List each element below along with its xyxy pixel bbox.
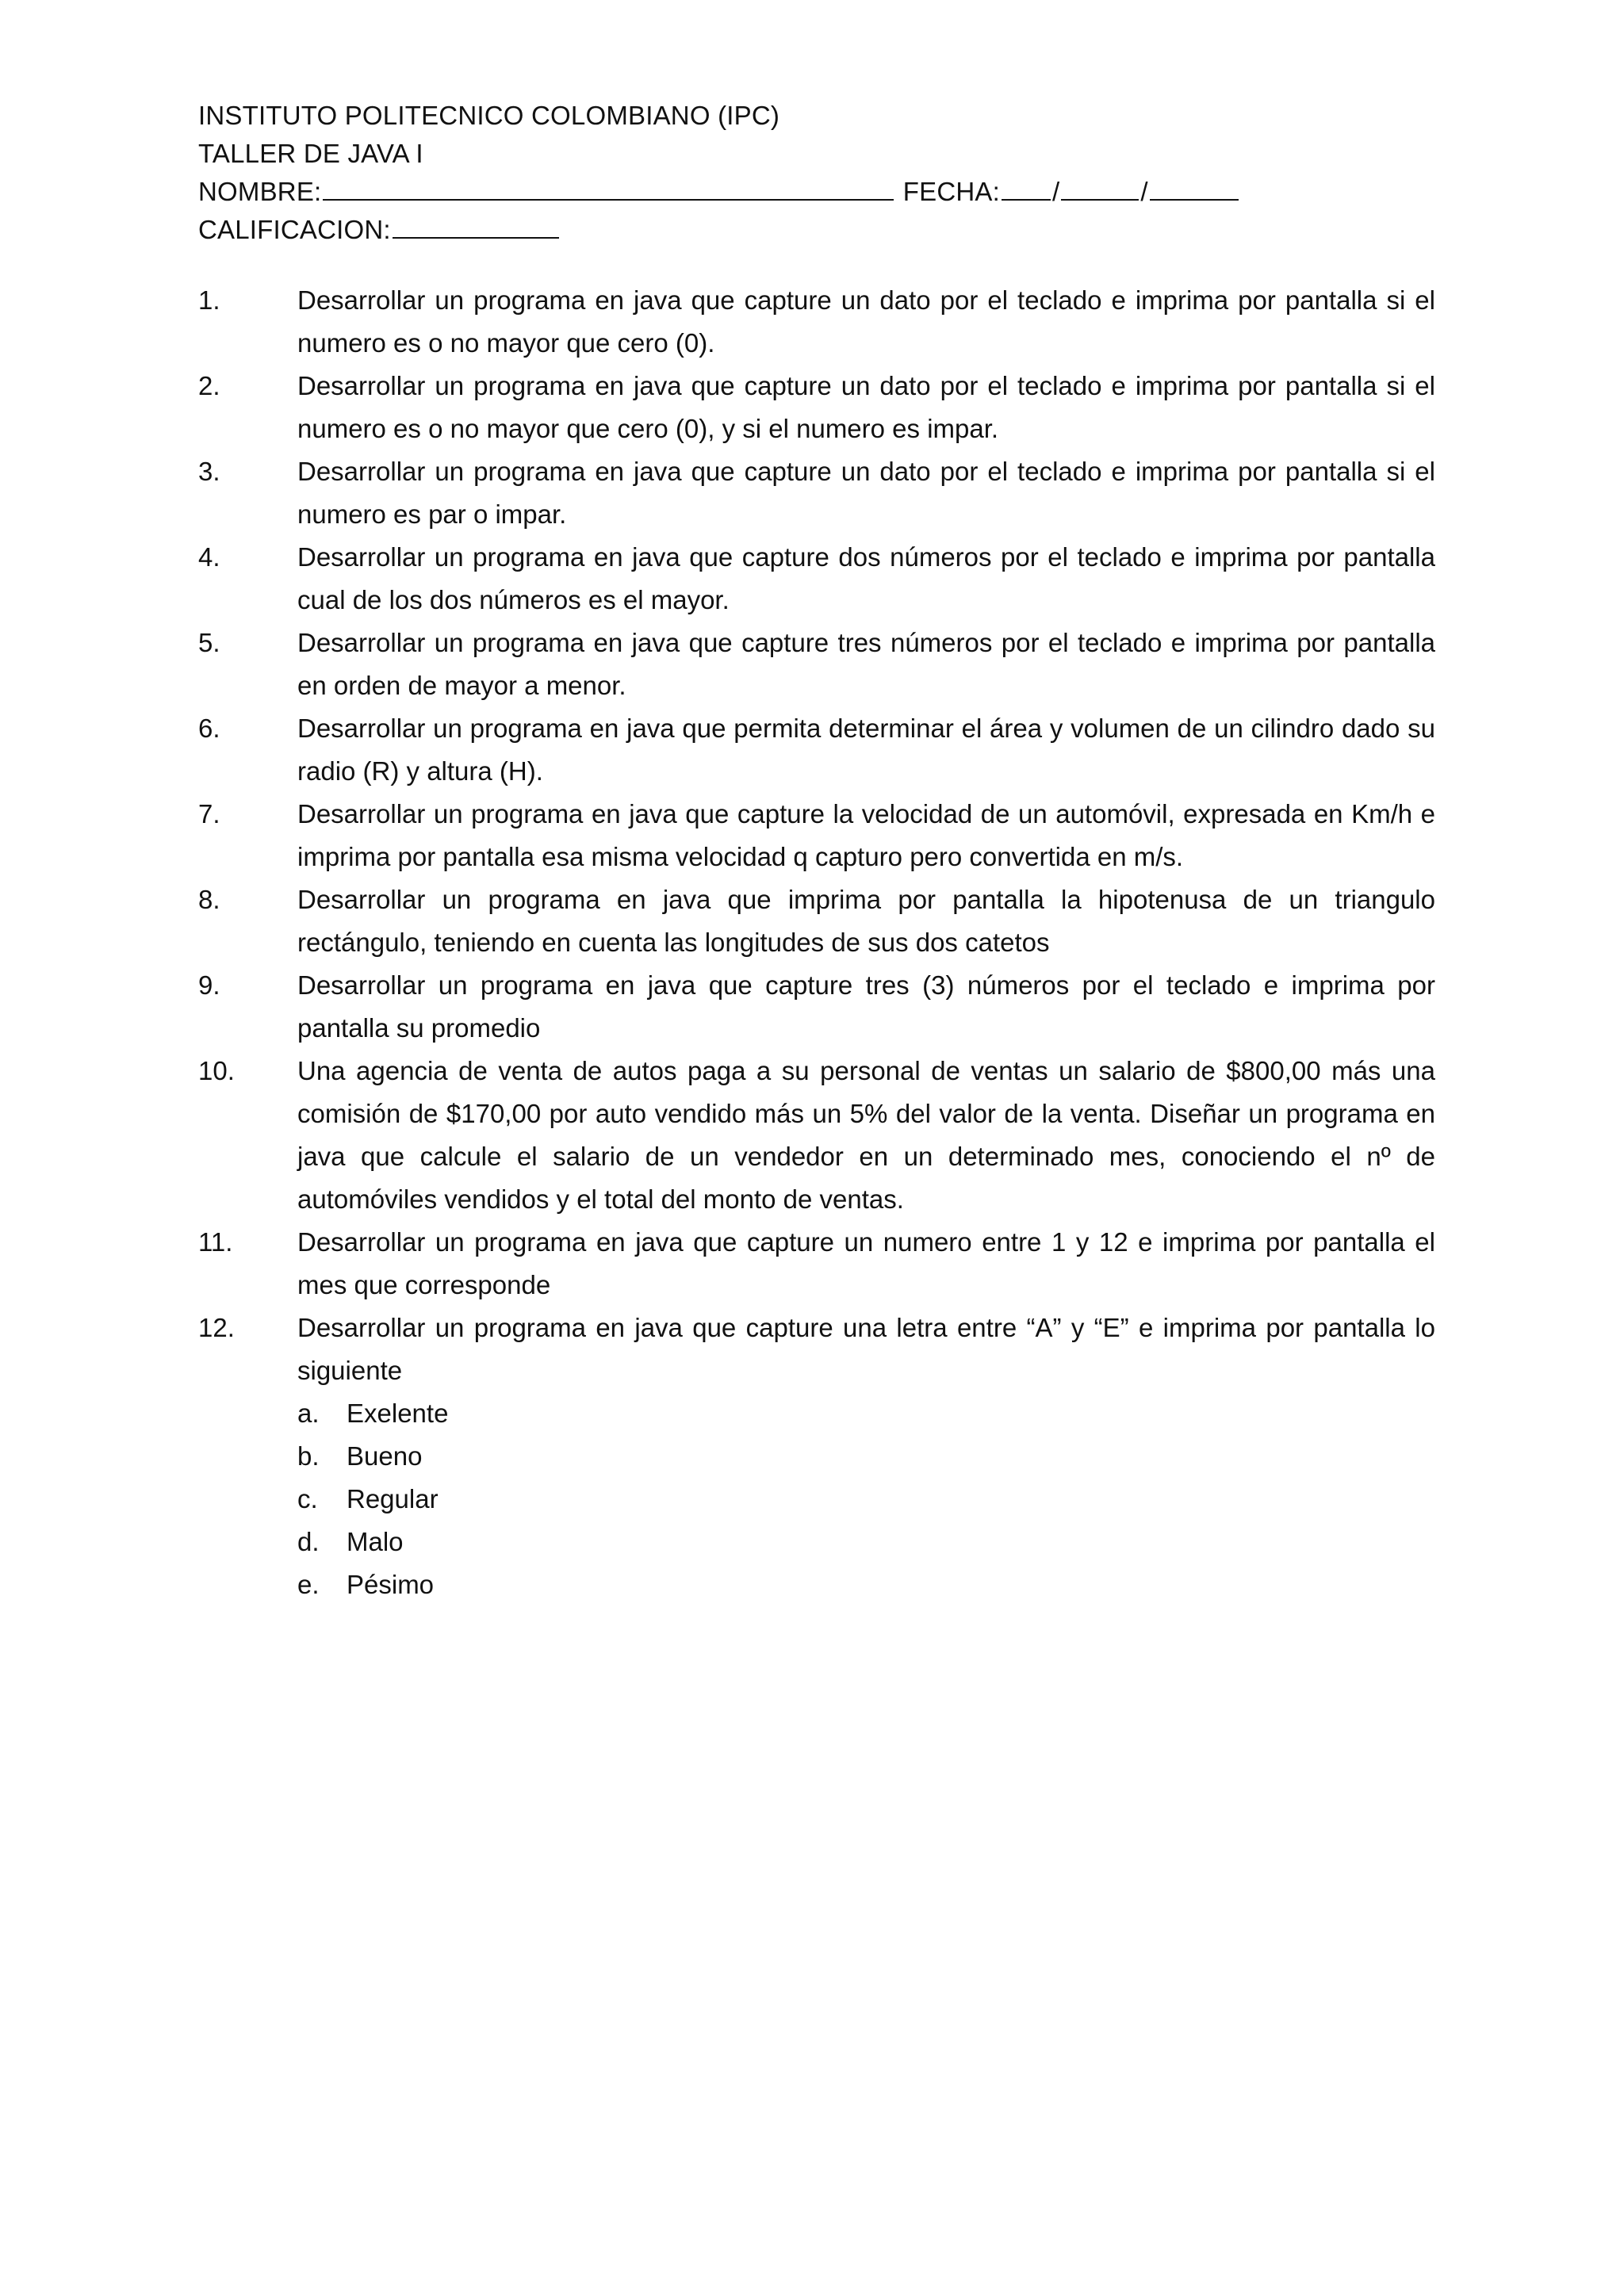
option-item <box>297 1521 1435 1563</box>
exercise-text: Desarrollar un programa en java que capture un dato por el teclado e imprima por pantalla si el numero es par o impar. <box>297 457 1435 529</box>
exercise-number: 3. <box>198 457 220 486</box>
exercise-list <box>198 279 1435 1606</box>
exercise-text: Desarrollar un programa en java que capture tres (3) números por el teclado e imprima por pantalla su promedio <box>297 970 1435 1043</box>
exercise-text: Desarrollar un programa en java que capture la velocidad de un automóvil, expresada en Km/h e imprima por pantalla esa misma velocidad q capturo pero convertida en m/s. <box>297 799 1435 871</box>
exercise-number: 7. <box>198 799 220 828</box>
exercise-item <box>198 707 1435 793</box>
exercise-text: Desarrollar un programa en java que capture tres números por el teclado e imprima por pantalla en orden de mayor a menor. <box>297 628 1435 700</box>
exercise-item <box>198 365 1435 450</box>
exercise-number: 9. <box>198 970 220 1000</box>
exercise-number: 2. <box>198 371 220 400</box>
exercise-item <box>198 622 1435 707</box>
exercise-text: Desarrollar un programa en java que capture dos números por el teclado e imprima por pantalla cual de los dos números es el mayor. <box>297 542 1435 614</box>
option-text: Bueno <box>347 1441 423 1471</box>
course-title: TALLER DE JAVA I <box>198 139 423 168</box>
option-text: Exelente <box>347 1399 449 1428</box>
exercise-item <box>198 536 1435 622</box>
exercise-number: 5. <box>198 628 220 657</box>
option-text: Pésimo <box>347 1570 435 1599</box>
grade-blank <box>393 213 559 239</box>
date-label: FECHA: <box>902 177 1001 206</box>
exercise-text: Desarrollar un programa en java que permita determinar el área y volumen de un cilindro dado su radio (R) y altura (H). <box>297 714 1435 786</box>
name-blank <box>323 175 894 201</box>
exercise-item <box>198 279 1435 365</box>
option-item <box>297 1563 1435 1606</box>
option-letter: b. <box>297 1441 320 1471</box>
option-list <box>297 1392 1435 1606</box>
grade-label: CALIFICACION: <box>198 215 391 244</box>
option-letter: d. <box>297 1527 320 1556</box>
exercise-item <box>198 793 1435 878</box>
exercise-number: 11. <box>198 1227 233 1257</box>
exercise-text: Desarrollar un programa en java que imprima por pantalla la hipotenusa de un triangulo rectángulo, teniendo en cuenta las longitudes de sus dos catetos <box>297 885 1435 957</box>
exercise-number: 4. <box>198 542 220 572</box>
exercise-number: 6. <box>198 714 220 743</box>
option-item <box>297 1392 1435 1435</box>
exercise-item <box>198 450 1435 536</box>
grade-line <box>198 211 1435 249</box>
exercise-text: Desarrollar un programa en java que capture un dato por el teclado e imprima por pantalla si el numero es o no mayor que cero (0). <box>297 285 1435 358</box>
exercise-number: 12. <box>198 1313 235 1342</box>
exercise-item <box>198 1221 1435 1307</box>
exercise-item <box>198 1050 1435 1221</box>
institution-name: INSTITUTO POLITECNICO COLOMBIANO (IPC) <box>198 101 780 130</box>
option-letter: e. <box>297 1570 320 1599</box>
date-separator-1: / <box>1052 177 1060 206</box>
option-text: Malo <box>347 1527 404 1556</box>
document-header <box>198 97 1435 249</box>
exercise-item <box>198 964 1435 1050</box>
exercise-text: Una agencia de venta de autos paga a su personal de ventas un salario de $800,00 más una comisión de $170,00 por auto vendido más un 5% del valor de la venta. Diseñar un programa en java que calcule el salario de un vendedor en un determinado mes, conociendo el nº de automóviles vendidos y el total del monto de ventas. <box>297 1056 1435 1214</box>
date-day-blank <box>1002 175 1051 201</box>
date-month-blank <box>1061 175 1139 201</box>
option-letter: c. <box>297 1484 318 1513</box>
exercise-number: 10. <box>198 1056 235 1085</box>
exercise-number: 1. <box>198 285 220 315</box>
exercise-text: Desarrollar un programa en java que capture un numero entre 1 y 12 e imprima por pantalla el mes que corresponde <box>297 1227 1435 1299</box>
exercise-text: Desarrollar un programa en java que capture un dato por el teclado e imprima por pantalla si el numero es o no mayor que cero (0), y si el numero es impar. <box>297 371 1435 443</box>
date-year-blank <box>1150 175 1239 201</box>
option-item <box>297 1435 1435 1478</box>
exercise-number: 8. <box>198 885 220 914</box>
option-item <box>297 1478 1435 1521</box>
option-letter: a. <box>297 1399 320 1428</box>
exercise-item <box>198 878 1435 964</box>
exercise-text: Desarrollar un programa en java que capture una letra entre “A” y “E” e imprima por pantalla lo siguiente <box>297 1313 1435 1385</box>
date-separator-2: / <box>1140 177 1148 206</box>
exercise-item <box>198 1307 1435 1606</box>
name-label: NOMBRE: <box>198 177 322 206</box>
name-date-line <box>198 173 1435 211</box>
option-text: Regular <box>347 1484 439 1513</box>
